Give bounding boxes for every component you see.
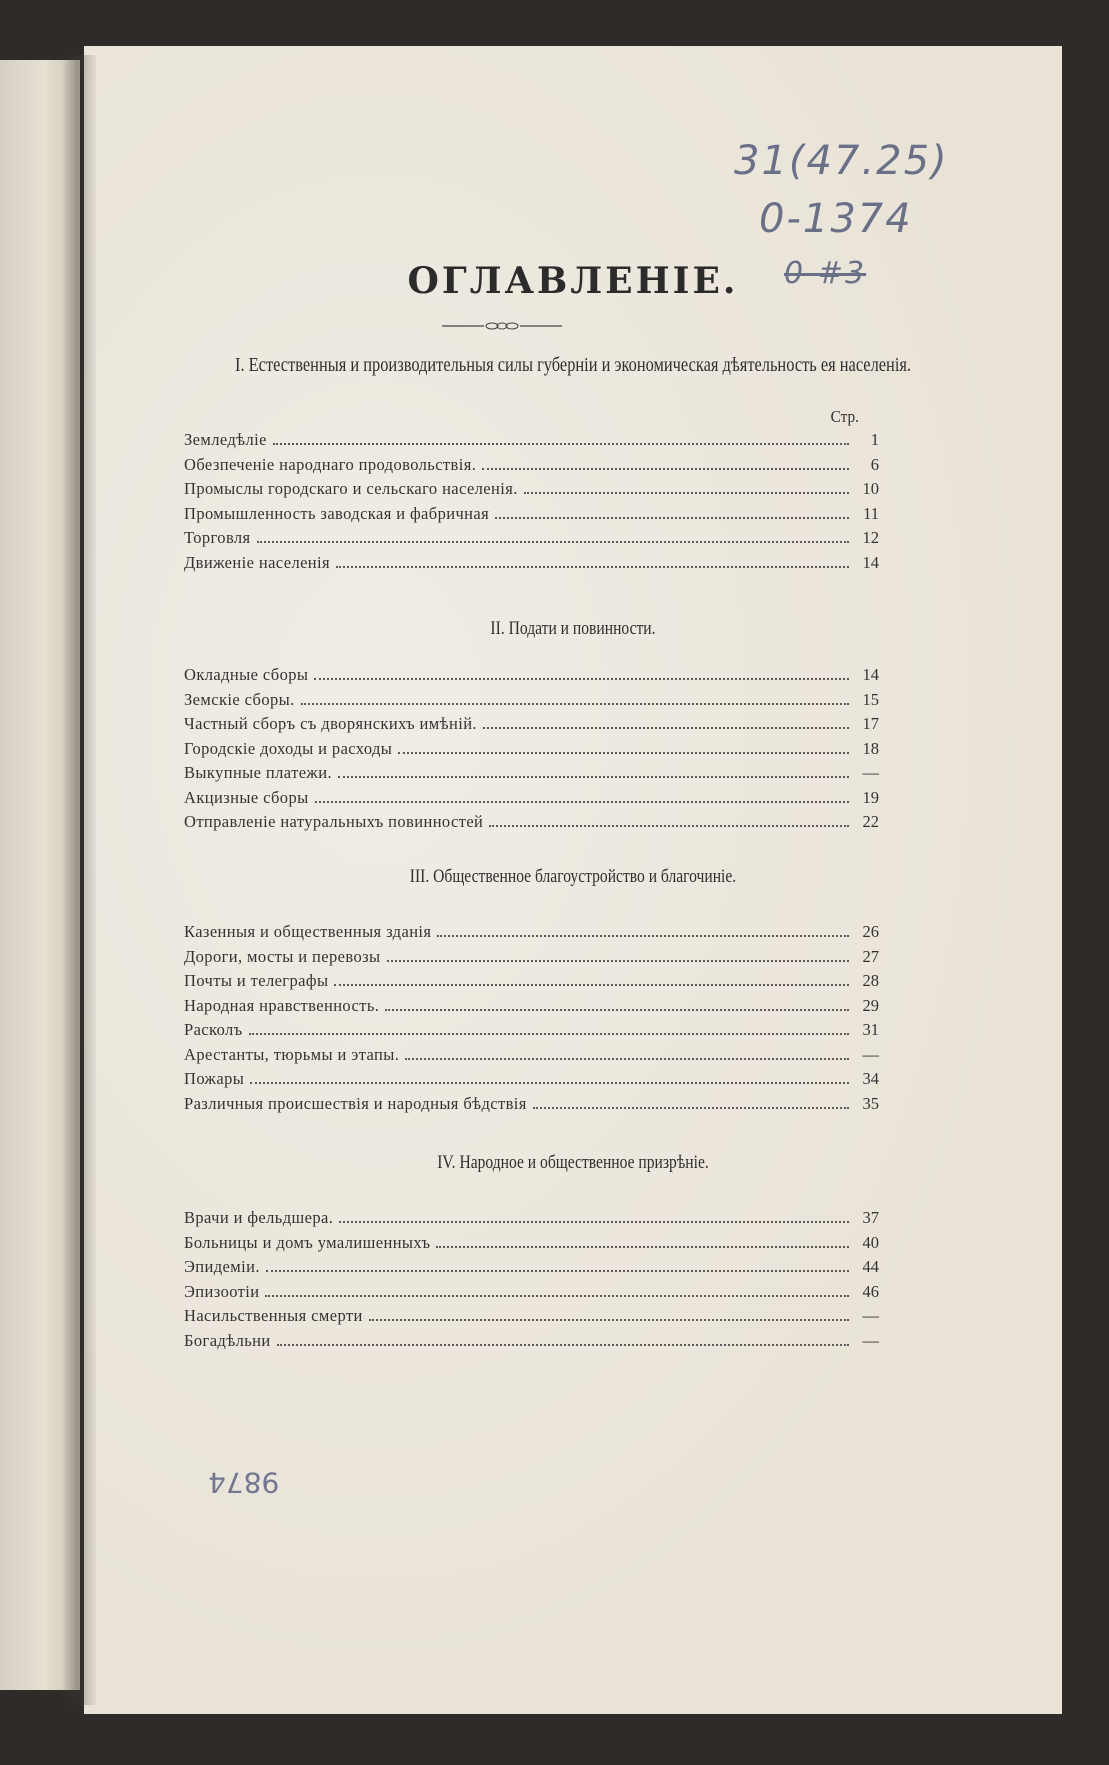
toc-entry-label: Отправленіе натуральныхъ повинностей	[184, 812, 484, 831]
toc-entry-label: Расколъ	[184, 1020, 243, 1039]
toc-section-4	[184, 1208, 879, 1355]
dot-leader	[338, 776, 849, 778]
dot-leader	[369, 1319, 849, 1321]
toc-entry-page: 14	[862, 552, 879, 572]
toc-entry	[184, 1282, 879, 1307]
toc-entry-label: Выкупные платежи.	[184, 763, 332, 782]
toc-entry-label: Городскіе доходы и расходы	[184, 738, 393, 758]
toc-entry-label: Дороги, мосты и перевозы	[184, 946, 381, 966]
handwritten-shelfmark-line-3: 0-#3	[784, 256, 867, 291]
toc-entry-page: —	[862, 1044, 879, 1064]
toc-entry-page: 17	[862, 714, 879, 733]
toc-entry-page: 26	[862, 922, 879, 941]
toc-entry	[184, 947, 879, 972]
section-title-2: II. Подати и повинности.	[490, 618, 656, 639]
toc-entry-label: Частный сборъ съ дворянскихъ имѣній.	[184, 714, 477, 733]
toc-entry	[184, 922, 879, 947]
dot-leader	[336, 566, 849, 568]
toc-entry-page: 10	[862, 479, 879, 498]
toc-entry	[184, 1020, 879, 1045]
toc-entry-page: 46	[862, 1281, 879, 1301]
section-title-3: III. Общественное благоустройство и благочиніе.	[409, 866, 737, 887]
toc-section-1	[184, 430, 879, 577]
dot-leader	[385, 1009, 849, 1011]
toc-section-3	[184, 922, 879, 1118]
toc-entry-label: Богадѣльни	[184, 1330, 271, 1350]
toc-entry-label: Земледѣліе	[184, 430, 267, 449]
toc-entry-page: 37	[862, 1208, 879, 1227]
toc-section-2	[184, 665, 879, 837]
toc-entry	[184, 788, 879, 813]
handwritten-shelfmark-line-1: 31(47.25)	[734, 138, 949, 184]
toc-entry	[184, 553, 879, 578]
toc-entry-label: Арестанты, тюрьмы и этапы.	[184, 1044, 400, 1064]
toc-entry	[184, 1045, 879, 1070]
toc-entry-page: 12	[862, 528, 879, 547]
toc-entry	[184, 665, 879, 690]
toc-entry	[184, 1306, 879, 1331]
toc-entry-page: 40	[862, 1232, 879, 1252]
toc-entry	[184, 1331, 879, 1356]
toc-entry-label: Промышленность заводская и фабричная	[184, 503, 490, 523]
toc-entry-label: Эпидеміи.	[184, 1257, 260, 1276]
toc-entry-page: 31	[862, 1020, 879, 1039]
toc-entry	[184, 1094, 879, 1119]
dot-leader	[257, 541, 849, 543]
toc-entry	[184, 430, 879, 455]
toc-entry-page: 1	[870, 430, 879, 449]
toc-entry-page: 29	[862, 995, 879, 1015]
toc-entry-label: Обезпеченіе народнаго продовольствія.	[184, 454, 477, 474]
dot-leader	[334, 984, 849, 986]
dot-leader	[495, 517, 849, 519]
dot-leader	[533, 1107, 849, 1109]
dot-leader	[277, 1344, 849, 1346]
dot-leader	[315, 801, 849, 803]
dot-leader	[483, 727, 849, 729]
toc-entry-label: Окладные сборы	[184, 665, 309, 684]
toc-entry	[184, 479, 879, 504]
toc-entry-label: Эпизоотіи	[184, 1281, 260, 1301]
toc-entry-label: Больницы и домъ умалишенныхъ	[184, 1232, 431, 1252]
toc-entry-label: Почты и телеграфы	[184, 971, 329, 990]
toc-entry-page: 34	[862, 1069, 879, 1088]
toc-entry	[184, 739, 879, 764]
toc-entry-page: 27	[862, 946, 879, 966]
toc-entry-page: 6	[870, 454, 879, 474]
toc-entry-label: Различныя происшествія и народныя бѣдствія	[184, 1093, 527, 1113]
page-title: ОГЛАВЛЕНІЕ.	[407, 260, 739, 302]
toc-entry-page: —	[862, 1306, 879, 1325]
toc-entry	[184, 763, 879, 788]
toc-entry-label: Торговля	[184, 528, 251, 547]
toc-entry	[184, 971, 879, 996]
dot-leader	[301, 703, 849, 705]
inventory-stamp: 9874	[208, 1466, 280, 1499]
toc-entry-page: 15	[862, 689, 879, 709]
dot-leader	[249, 1033, 849, 1035]
dot-leader	[266, 1270, 849, 1272]
toc-entry	[184, 812, 879, 837]
toc-entry	[184, 690, 879, 715]
spine-shadow	[62, 55, 96, 1705]
toc-entry-label: Движеніе населенія	[184, 552, 331, 572]
toc-entry-label: Акцизные сборы	[184, 787, 309, 807]
toc-entry-label: Пожары	[184, 1069, 245, 1088]
toc-entry-label: Промыслы городскаго и сельскаго населенія.	[184, 479, 518, 498]
toc-entry	[184, 1257, 879, 1282]
page-column-header: Стр.	[830, 407, 859, 426]
dot-leader	[437, 935, 849, 937]
toc-entry-page: —	[862, 1330, 879, 1350]
toc-entry-page: 11	[863, 503, 879, 523]
toc-entry-label: Земскіе сборы.	[184, 689, 295, 709]
toc-entry-label: Врачи и фельдшера.	[184, 1208, 334, 1227]
handwritten-shelfmark-line-2: 0-1374	[759, 196, 913, 242]
toc-entry	[184, 1069, 879, 1094]
dot-leader	[265, 1295, 849, 1297]
toc-entry-page: 44	[862, 1257, 879, 1276]
toc-entry-page: 28	[862, 971, 879, 990]
toc-entry-page: 19	[862, 787, 879, 807]
background-edge	[1062, 46, 1109, 1714]
toc-entry	[184, 996, 879, 1021]
dot-leader	[482, 468, 849, 470]
dot-leader	[405, 1058, 849, 1060]
dot-leader	[273, 443, 849, 445]
toc-entry-page: 22	[862, 812, 879, 831]
toc-entry-page: 18	[862, 738, 879, 758]
toc-entry	[184, 1233, 879, 1258]
toc-entry-label: Казенныя и общественныя зданія	[184, 922, 432, 941]
toc-entry	[184, 714, 879, 739]
toc-entry	[184, 504, 879, 529]
title-ornament	[442, 316, 562, 336]
toc-entry-page: 35	[862, 1093, 879, 1113]
section-title-1: I. Естественныя и производительныя силы губерніи и экономическая дѣятельность ея населенія.	[234, 354, 912, 376]
dot-leader	[387, 960, 849, 962]
dot-leader	[314, 678, 849, 680]
toc-entry-label: Насильственныя смерти	[184, 1306, 363, 1325]
dot-leader	[398, 752, 849, 754]
dot-leader	[250, 1082, 849, 1084]
toc-entry-page: —	[862, 763, 879, 782]
toc-entry	[184, 455, 879, 480]
dot-leader	[489, 825, 849, 827]
toc-entry-label: Народная нравственность.	[184, 995, 380, 1015]
dot-leader	[339, 1221, 849, 1223]
document-page	[84, 46, 1062, 1714]
section-title-4: IV. Народное и общественное призрѣніе.	[437, 1152, 709, 1173]
toc-entry	[184, 1208, 879, 1233]
toc-entry-page: 14	[862, 665, 879, 684]
dot-leader	[524, 492, 849, 494]
toc-entry	[184, 528, 879, 553]
dot-leader	[436, 1246, 849, 1248]
